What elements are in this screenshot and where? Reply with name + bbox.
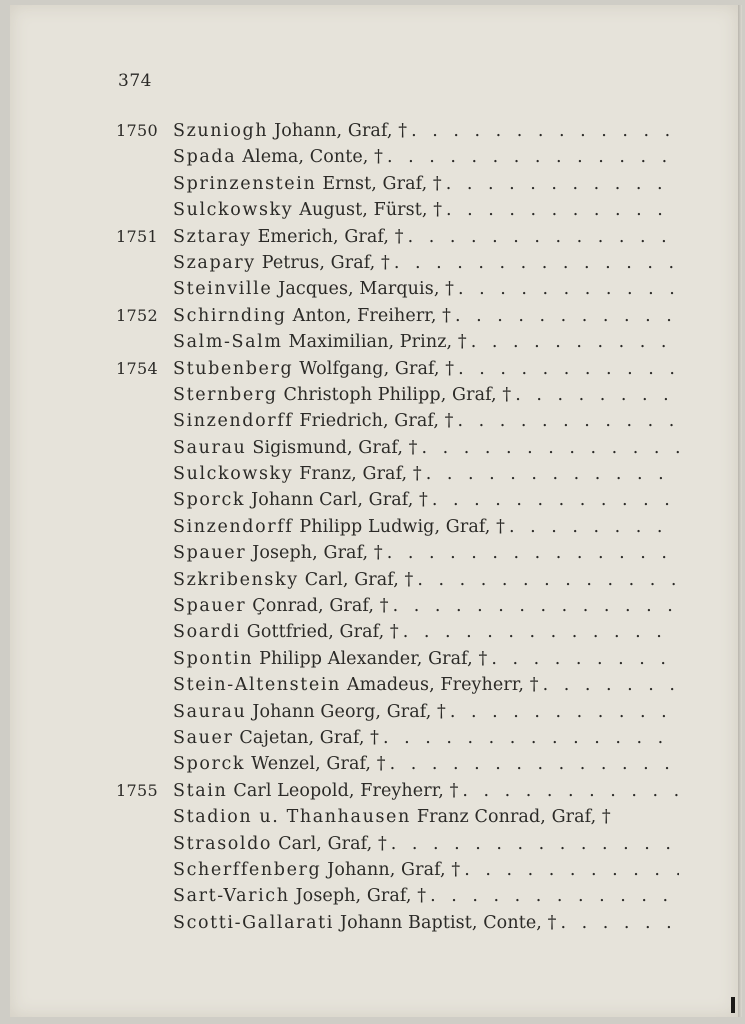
entry-details: Franz, Graf, † bbox=[299, 464, 422, 485]
dot-leader bbox=[426, 883, 679, 909]
entry-details: Carl, Graf, † bbox=[278, 833, 387, 854]
entry-surname: Sulckowsky bbox=[173, 200, 294, 221]
list-item bbox=[10, 487, 738, 513]
entry-text bbox=[173, 382, 679, 408]
entry-surname: Sart-Varich bbox=[173, 886, 290, 907]
entry-year: 1754 bbox=[116, 358, 158, 378]
entry-details: Alema, Conte, † bbox=[242, 147, 383, 168]
entry-surname: Sinzendorff bbox=[173, 516, 294, 537]
dot-leader bbox=[428, 487, 679, 513]
list-item bbox=[10, 118, 738, 144]
entry-text bbox=[173, 461, 679, 487]
list-item bbox=[10, 356, 738, 382]
dot-leader bbox=[390, 250, 679, 276]
entry-surname: Strasoldo bbox=[173, 833, 273, 854]
list-item bbox=[10, 303, 738, 329]
entry-details: Gottfried, Graf, † bbox=[246, 622, 399, 643]
entry-surname: Szapary bbox=[173, 252, 256, 273]
list-item bbox=[10, 593, 738, 619]
list-item bbox=[10, 883, 738, 909]
entry-surname: Sporck bbox=[173, 490, 246, 511]
entry-text bbox=[173, 778, 679, 804]
entry-text bbox=[173, 356, 679, 382]
list-item bbox=[10, 329, 738, 355]
dot-leader bbox=[446, 699, 679, 725]
entry-surname: Szuniogh bbox=[173, 121, 269, 141]
entry-year: 1752 bbox=[116, 305, 158, 325]
dot-leader bbox=[422, 461, 679, 487]
dot-leader bbox=[442, 171, 679, 197]
list-item bbox=[10, 250, 738, 276]
entry-details: Anton, Freiherr, † bbox=[292, 305, 452, 326]
entry-text bbox=[173, 303, 679, 329]
entry-details: Ernst, Graf, † bbox=[322, 173, 442, 194]
entry-surname: Sprinzenstein bbox=[173, 173, 317, 194]
entry-year: 1755 bbox=[116, 780, 158, 800]
entry-surname: Steinville bbox=[173, 279, 273, 300]
entry-text bbox=[173, 567, 679, 593]
entry-text bbox=[173, 540, 679, 566]
entry-details: Carl, Graf, † bbox=[304, 569, 414, 590]
list-item bbox=[10, 408, 738, 434]
entry-details: Johann Carl, Graf, † bbox=[251, 490, 428, 511]
entry-details: Philipp Ludwig, Graf, † bbox=[299, 516, 505, 537]
entry-details: Emerich, Graf, † bbox=[257, 226, 404, 247]
entry-details: Wenzel, Graf, † bbox=[251, 754, 386, 775]
entry-surname: Sternberg bbox=[173, 384, 278, 405]
list-item bbox=[10, 751, 738, 777]
list-item bbox=[10, 224, 738, 250]
list-item bbox=[10, 831, 738, 857]
entry-text bbox=[173, 276, 679, 302]
entry-details: Jacques, Marquis, † bbox=[278, 279, 455, 300]
dot-leader bbox=[451, 303, 679, 329]
list-item bbox=[10, 672, 738, 698]
entry-text bbox=[173, 672, 679, 698]
dot-leader bbox=[487, 646, 679, 672]
list-item bbox=[10, 725, 738, 751]
entry-details: Carl Leopold, Freyherr, † bbox=[233, 780, 459, 801]
entry-details: Philipp Alexander, Graf, † bbox=[259, 648, 488, 669]
entry-text bbox=[173, 725, 679, 751]
entry-surname: Stubenberg bbox=[173, 358, 294, 379]
entry-surname: Spontin bbox=[173, 648, 254, 669]
entry-surname: Stein-Altenstein bbox=[173, 675, 341, 696]
entry-surname: Saurau bbox=[173, 701, 247, 722]
entry-details: Johann, Graf, † bbox=[274, 121, 408, 141]
entry-details: Petrus, Graf, † bbox=[261, 252, 390, 273]
list-item bbox=[10, 144, 738, 170]
dot-leader bbox=[413, 567, 679, 593]
list-item bbox=[10, 435, 738, 461]
entry-details: Johann, Graf, † bbox=[327, 859, 461, 880]
list-item bbox=[10, 540, 738, 566]
entry-details: Amadeus, Freyherr, † bbox=[346, 675, 539, 696]
entry-text bbox=[173, 910, 679, 936]
list-item bbox=[10, 567, 738, 593]
entry-details: Wolfgang, Graf, † bbox=[299, 358, 455, 379]
entry-year: 1751 bbox=[116, 226, 158, 246]
dot-leader bbox=[454, 408, 679, 434]
entry-surname: Sinzendorff bbox=[173, 411, 294, 432]
entry-details: Johann Georg, Graf, † bbox=[252, 701, 446, 722]
entry-surname: Szkribensky bbox=[173, 569, 299, 590]
list-item bbox=[10, 171, 738, 197]
entry-details: Joseph, Graf, † bbox=[252, 543, 383, 564]
list-item bbox=[10, 619, 738, 645]
entry-details: Franz Conrad, Graf, † bbox=[416, 807, 611, 828]
dot-leader bbox=[539, 672, 679, 698]
entry-surname: Spada bbox=[173, 147, 237, 168]
dot-leader bbox=[454, 276, 679, 302]
entry-surname: Sporck bbox=[173, 754, 246, 775]
page-number: 374 bbox=[118, 71, 152, 91]
entry-surname: Sulckowsky bbox=[173, 464, 294, 485]
entry-surname: Spauer bbox=[173, 543, 247, 564]
entry-details: Cajetan, Graf, † bbox=[239, 727, 379, 748]
entry-year: 1750 bbox=[116, 121, 158, 140]
dot-leader bbox=[418, 435, 679, 461]
entry-details: Sigismund, Graf, † bbox=[252, 437, 418, 458]
list-item bbox=[10, 910, 738, 936]
dot-leader bbox=[386, 751, 679, 777]
entry-details: Johann Baptist, Conte, † bbox=[339, 912, 557, 933]
dot-leader bbox=[454, 356, 679, 382]
list-item bbox=[10, 514, 738, 540]
entry-text bbox=[173, 514, 679, 540]
entry-list bbox=[10, 118, 738, 936]
entry-surname: Saurau bbox=[173, 437, 247, 458]
entry-surname: Salm-Salm bbox=[173, 332, 283, 353]
page-edge bbox=[738, 5, 742, 1017]
entry-text bbox=[173, 250, 679, 276]
entry-text bbox=[173, 435, 679, 461]
entry-details: Maximilian, Prinz, † bbox=[288, 332, 467, 353]
entry-text bbox=[173, 699, 679, 725]
entry-text bbox=[173, 171, 679, 197]
entry-details: Joseph, Graf, † bbox=[295, 886, 427, 907]
entry-text bbox=[173, 804, 679, 830]
book-page bbox=[10, 5, 738, 1017]
entry-surname: Stain bbox=[173, 780, 228, 801]
entry-text bbox=[173, 593, 679, 619]
list-item bbox=[10, 857, 738, 883]
dot-leader bbox=[379, 725, 679, 751]
entry-surname: Stadion u. Thanhausen bbox=[173, 807, 411, 828]
entry-text bbox=[173, 408, 679, 434]
dot-leader bbox=[407, 118, 679, 144]
margin-mark bbox=[731, 997, 735, 1013]
list-item bbox=[10, 276, 738, 302]
entry-details: Çonrad, Graf, † bbox=[252, 596, 389, 617]
list-item bbox=[10, 699, 738, 725]
entry-surname: Scherffenberg bbox=[173, 859, 322, 880]
entry-text bbox=[173, 329, 679, 355]
dot-leader bbox=[505, 514, 679, 540]
dot-leader bbox=[383, 144, 679, 170]
entry-text bbox=[173, 646, 679, 672]
dot-leader bbox=[383, 540, 679, 566]
entry-text bbox=[173, 118, 679, 144]
entry-text bbox=[173, 857, 679, 883]
dot-leader bbox=[387, 831, 679, 857]
list-item bbox=[10, 646, 738, 672]
dot-leader bbox=[556, 910, 679, 936]
dot-leader bbox=[458, 778, 679, 804]
entry-text bbox=[173, 883, 679, 909]
dot-leader bbox=[389, 593, 679, 619]
entry-surname: Scotti-Gallarati bbox=[173, 912, 334, 933]
entry-details: Friedrich, Graf, † bbox=[299, 411, 454, 432]
list-item bbox=[10, 382, 738, 408]
entry-details: August, Fürst, † bbox=[299, 200, 443, 221]
entry-surname: Schirnding bbox=[173, 305, 287, 326]
entry-text bbox=[173, 487, 679, 513]
entry-text bbox=[173, 831, 679, 857]
entry-details: Christoph Philipp, Graf, † bbox=[283, 384, 512, 405]
dot-leader bbox=[511, 382, 679, 408]
list-item bbox=[10, 197, 738, 223]
dot-leader bbox=[399, 619, 679, 645]
list-item bbox=[10, 778, 738, 804]
list-item bbox=[10, 461, 738, 487]
entry-text bbox=[173, 224, 679, 250]
entry-text bbox=[173, 197, 679, 223]
entry-surname: Spauer bbox=[173, 596, 247, 617]
entry-text bbox=[173, 751, 679, 777]
entry-text bbox=[173, 619, 679, 645]
entry-text bbox=[173, 144, 679, 170]
entry-surname: Sztaray bbox=[173, 226, 252, 247]
entry-surname: Sauer bbox=[173, 727, 234, 748]
dot-leader bbox=[442, 197, 679, 223]
dot-leader bbox=[460, 857, 679, 883]
entry-surname: Soardi bbox=[173, 622, 241, 643]
list-item bbox=[10, 804, 738, 830]
dot-leader bbox=[404, 224, 679, 250]
dot-leader bbox=[467, 329, 679, 355]
